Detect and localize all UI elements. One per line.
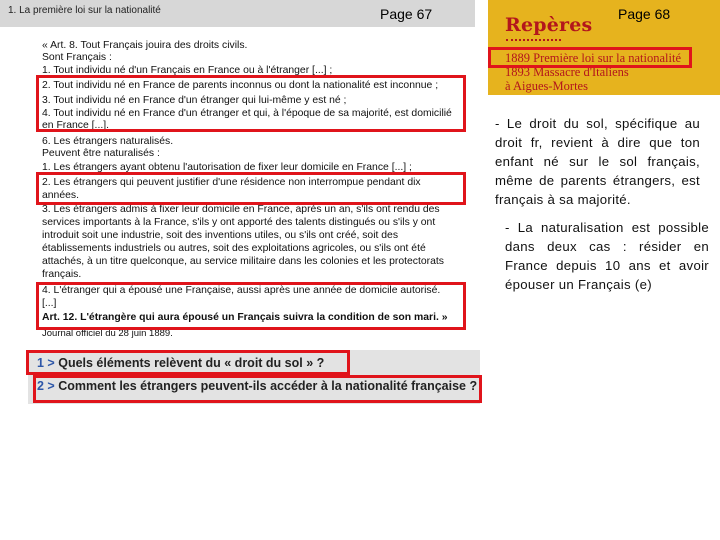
highlight-box-question-2 [33,375,482,403]
law-line: services importants à la France, s'ils y ont apporté des talents distingués ou s'ils y ont [42,217,436,228]
law-line: français. [42,269,82,280]
page-68-label: Page 68 [618,6,671,22]
reperes-1893-line: 1893 Massacre d'Italiens [505,65,629,79]
law-line: 3. Les étrangers admis à fixer leur domicile en France, après un an, s'ils ont rendu des [42,204,440,215]
law-line: « Art. 8. Tout Français jouira des droits civils. [42,40,248,51]
law-line: Sont Français : [42,52,112,63]
reperes-1893-continuation: à Aigues-Mortes [505,79,588,93]
question-1-text: Quels éléments relèvent du « droit du sol » ? [58,356,325,370]
law-line: 2. Tout individu né en France de parents inconnus ou dont la nationalité est inconnue ; [42,80,439,91]
law-line: introduit soit une industrie, soit des inventions utiles, ou s'ils ont créé, soit des [42,230,399,241]
law-line: Art. 12. L'étrangère qui aura épousé un Français suivra la condition de son mari. » [42,312,448,323]
law-line: 1. Tout individu né d'un Français en France ou à l'étranger [...] ; [42,65,333,76]
law-line: établissements industriels ou autres, soit des exploitations agricoles, ou s'ils ont été [42,243,426,254]
reperes-1889-line: 1889 Première loi sur la nationalité [505,51,681,65]
note-naturalisation: - La naturalisation est possible dans deux cas : résider en France depuis 10 ans et avoir épouser un Français (e) [505,220,709,292]
question-1-number: 1 > [37,356,55,370]
law-line: années. [42,190,79,201]
page-67-label: Page 67 [380,6,433,22]
law-source-line: Journal officiel du 28 juin 1889. [42,328,173,339]
reperes-title: Repères [505,14,593,36]
highlight-box-residence [36,172,466,205]
highlight-box-marriage [36,282,466,330]
highlight-box-question-1 [26,350,350,375]
highlight-box-1889 [488,47,692,68]
law-line: 4. Tout individu né en France d'un étranger et qui, à l'époque de sa majorité, est domicilié [42,108,452,119]
note-droit-du-sol: - Le droit du sol, spécifique au droit fr, revient à dire que ton enfant né sur le sol français, même de parents étrangers, est français à sa majorité. [495,116,700,207]
law-line: 4. L'étranger qui a épousé une Française, aussi après une année de domicile autorisé. [42,285,441,296]
question-2-text: Comment les étrangers peuvent-ils accéder à la nationalité française ? [58,379,478,393]
law-line: 1. Les étrangers ayant obtenu l'autorisation de fixer leur domicile en France [...] ; [42,162,412,173]
question-2-number: 2 > [37,379,55,393]
reperes-dotted-divider [506,39,561,41]
law-line: [...] [42,298,57,309]
law-line: en France [...]. [42,120,109,131]
law-line: 6. Les étrangers naturalisés. [42,136,174,147]
law-line: 3. Tout individu né en France d'un étranger qui lui-même y est né ; [42,95,347,106]
law-line: 2. Les étrangers qui peuvent justifier d'une résidence non interrompue pendant dix [42,177,421,188]
law-line: Peuvent être naturalisés : [42,148,160,159]
highlight-box-birth-rules [36,75,466,132]
law-line: attachés, à un titre quelconque, au service militaire dans les colonies et les protectorats [42,256,444,267]
document-section-title: 1. La première loi sur la nationalité [8,5,161,16]
